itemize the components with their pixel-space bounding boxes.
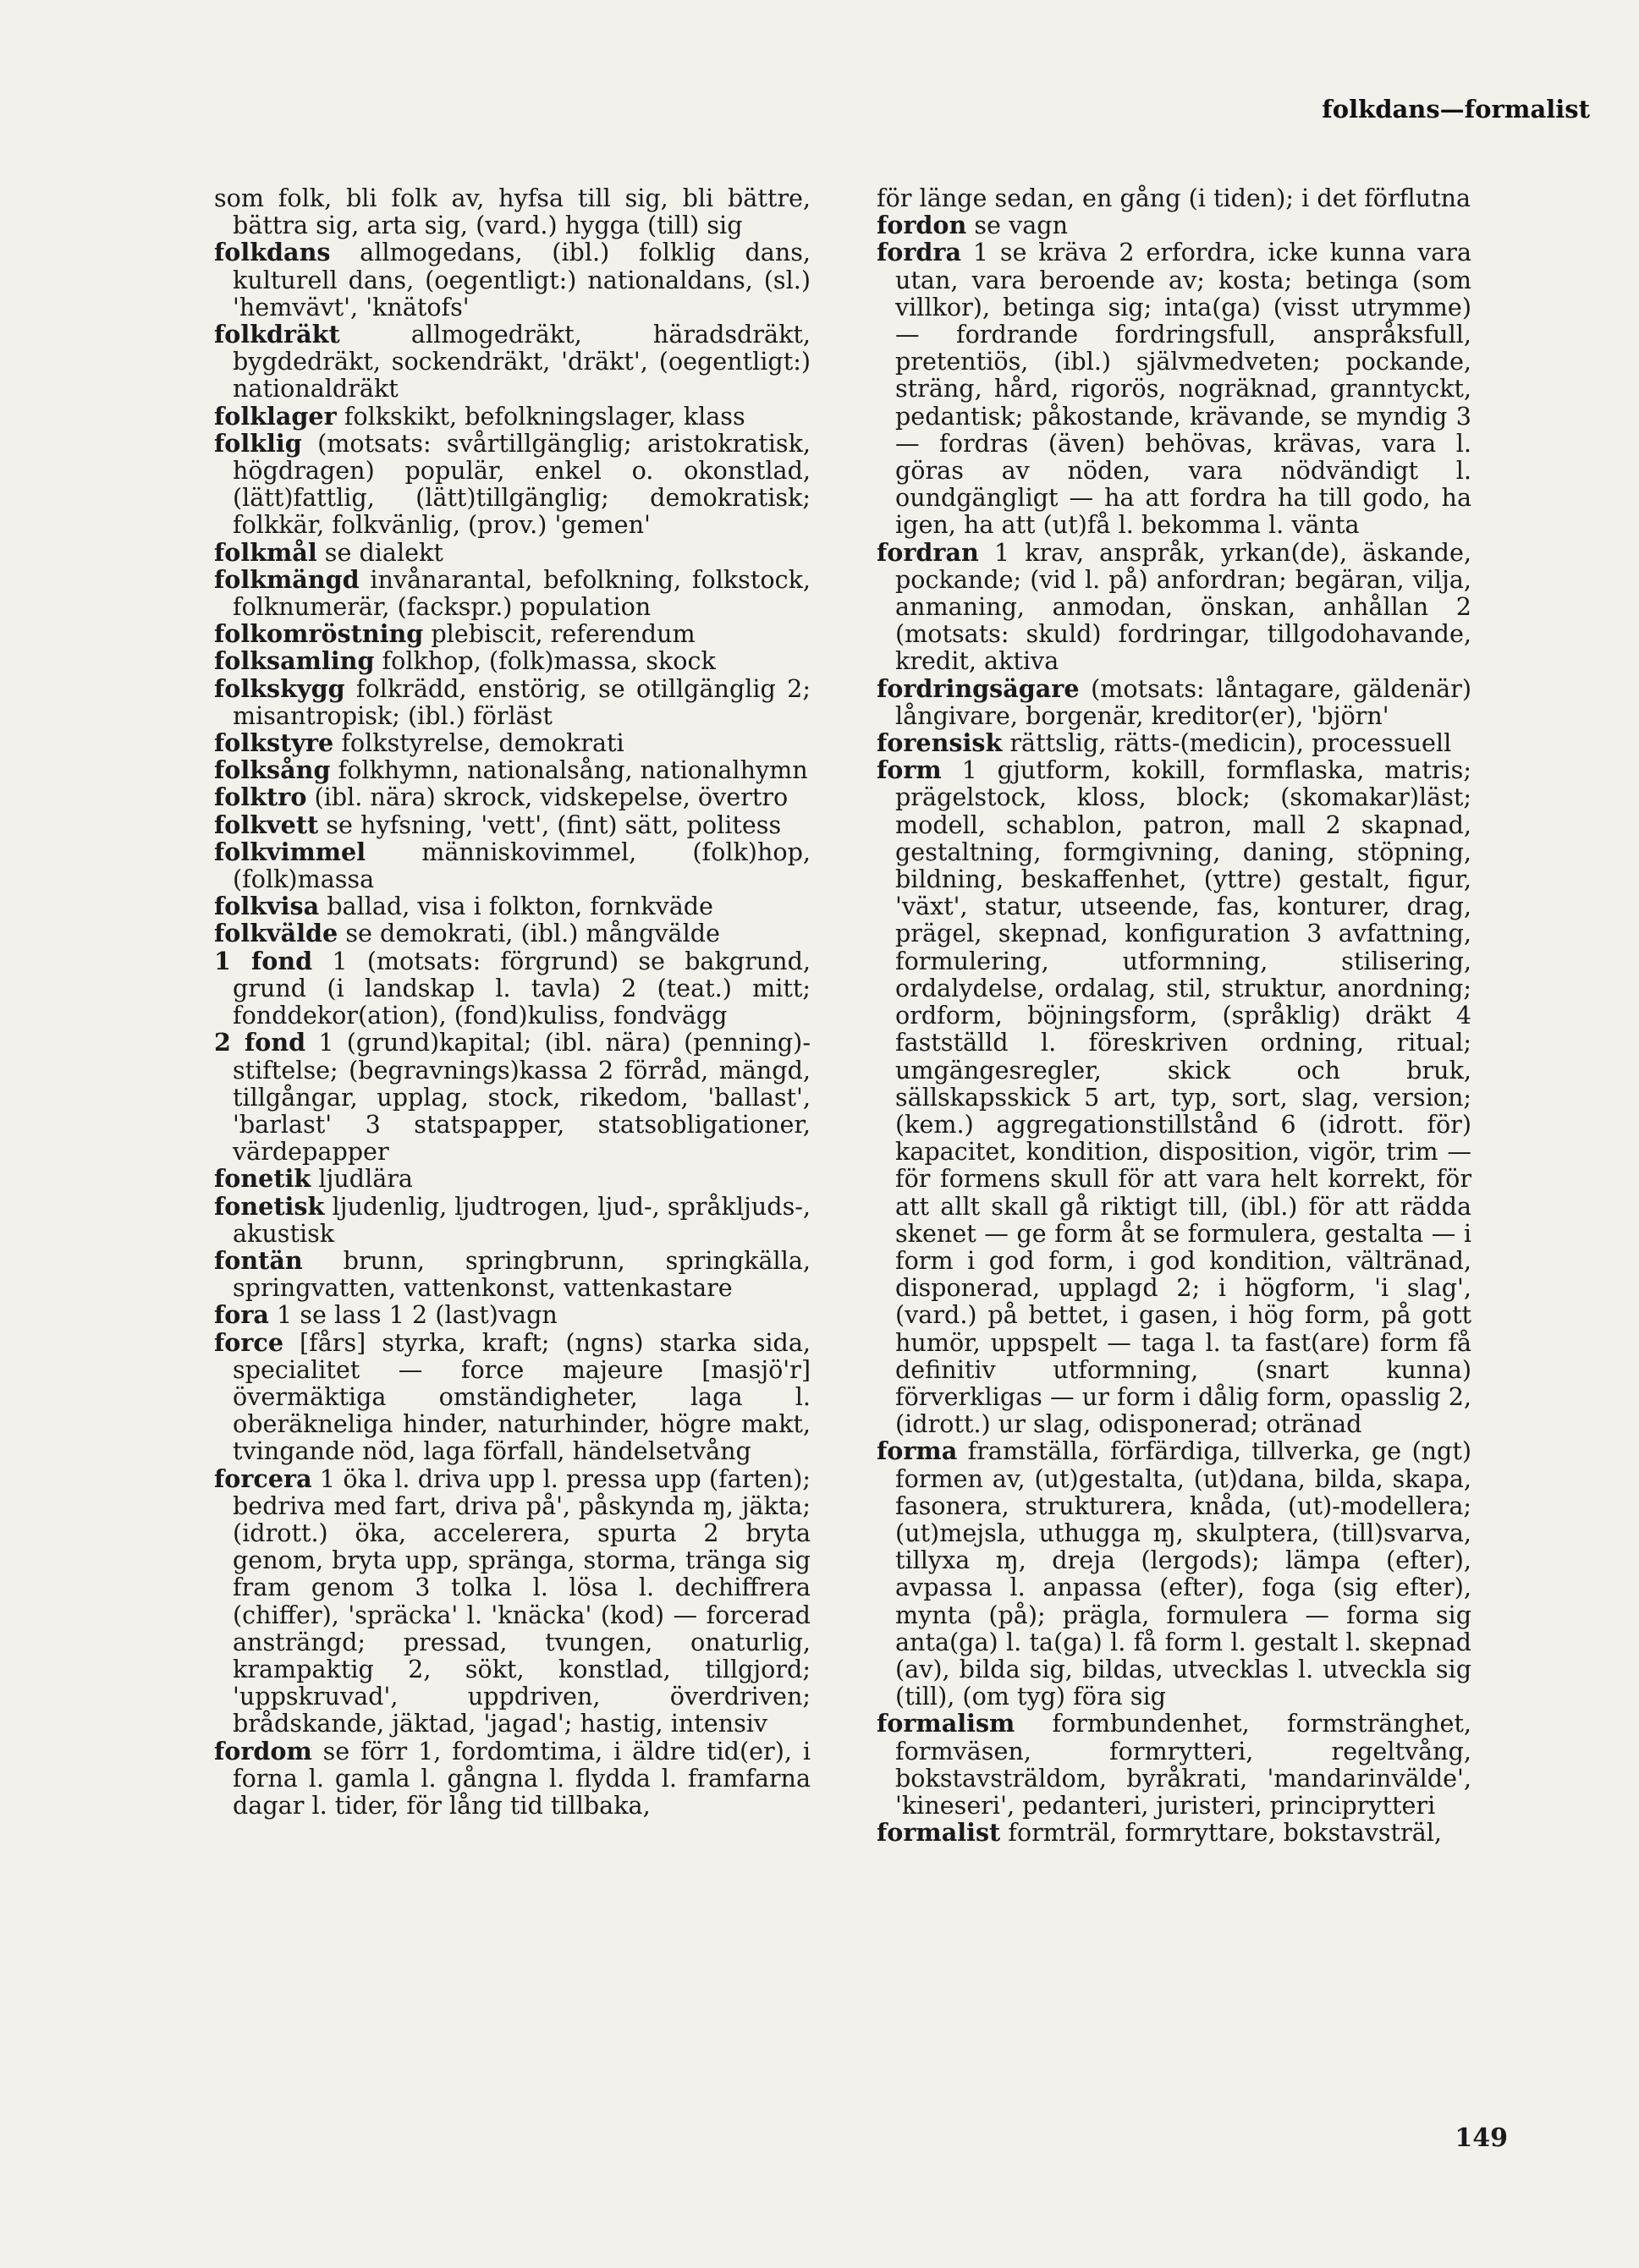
dictionary-entry [214,1165,811,1192]
entry-definition: allmogedräkt, häradsdräkt, bygdedräkt, sockendräkt, 'dräkt', (oegentligt:) nationaldräkt [233,320,811,404]
entry-definition: ballad, visa i folkton, fornkväde [319,892,713,921]
entry-definition: 1 öka l. driva upp l. pressa upp (farten); bedriva med fart, driva på', påskynda ɱ, jäkta; (idrott.) öka, accelerera, spurta 2 bryta genom, bryta upp, spränga, storma, tränga sig fram genom 3 tolka l. lösa l. dechiffrera (chiffer), 'spräcka' l. 'knäcka' (kod) — forcerad ansträngd; pressad, tvungen, onaturlig, krampaktig 2, sökt, konstlad, tillgjord; 'uppskruvad', uppdriven, överdriven; brådskande, jäktad, 'jagad'; hastig, intensiv [233,1463,811,1738]
entry-definition: se dialekt [316,537,443,567]
dictionary-entry [877,1437,1471,1710]
dictionary-entry [214,321,811,403]
dictionary-entry [214,675,811,729]
entry-headword: forma [877,1436,958,1466]
entry-headword: formalist [877,1818,1001,1848]
entry-headword: forcera [214,1463,312,1493]
dictionary-entry [214,729,811,756]
entry-definition: (motsats: låntagare, gäldenär) långivare, borgenär, kreditor(er), 'björn' [895,673,1471,730]
entry-definition: se hyfsning, 'vett', (fint) sätt, politess [318,810,782,839]
entry-headword: folksång [214,755,331,785]
entry-headword: folkstyre [214,728,334,758]
dictionary-entry [214,239,811,321]
entry-headword: folklig [214,428,302,458]
entry-headword: fonetisk [214,1191,325,1221]
entry-headword: folkdräkt [214,320,340,349]
dictionary-entry [214,1029,811,1165]
dictionary-entry [214,838,811,892]
entry-headword: folkvett [214,810,319,839]
entry-headword: folkomröstning [214,619,424,649]
entry-definition: invånarantal, befolkning, folkstock, folknumerär, (fackspr.) population [233,564,811,622]
dictionary-entry [214,647,811,674]
left-column [214,184,811,1819]
entry-definition: ljudenlig, ljudtrogen, ljud-, språkljuds-, akustisk [233,1191,811,1248]
entry-definition: folkstyrelse, demokrati [333,728,624,758]
entry-headword: folkskygg [214,673,345,703]
entry-definition: rättslig, rätts-(medicin), processuell [1002,728,1452,758]
entry-definition: människovimmel, (folk)hop, (folk)massa [233,837,811,894]
dictionary-entry [877,1819,1471,1846]
entry-headword: fordringsägare [877,673,1080,703]
entry-headword: force [214,1327,284,1357]
dictionary-entry [877,184,1471,211]
entry-headword: folktro [214,783,307,812]
entry-definition: [fårs] styrka, kraft; (ngns) starka sida, specialitet — force majeure [masjö'r] övermäktiga omständigheter, laga l. oberäkneliga hinder, naturhinder, högre makt, tvingande nöd, laga förfall, händelsetvång [233,1327,811,1466]
running-head: folkdans—formalist [1322,95,1590,124]
dictionary-entry [214,1329,811,1465]
dictionary-entry [877,239,1471,538]
right-column [877,184,1471,1846]
entry-definition: allmogedans, (ibl.) folklig dans, kulturell dans, (oegentligt:) nationaldans, (sl.) 'hemvävt', 'knätofs' [233,238,811,321]
dictionary-entry [214,1247,811,1301]
dictionary-entry [214,947,811,1030]
dictionary-entry [214,1193,811,1247]
dictionary-entry [214,892,811,920]
entry-definition: 1 se kräva 2 erfordra, icke kunna vara utan, vara beroende av; kosta; betinga (som villkor), betinga sig; inta(ga) (visst utrymme) — fordrande fordringsfull, anspråksfull, pretentiös, (ibl.) självmedveten; pockande, sträng, hård, rigorös, nogräknad, granntyckt, pedantisk; påkostande, krävande, se myndig 3 — fordras (även) behövas, krävas, vara l. göras av nöden, vara nödvändigt l. oundgängligt — ha att fordra ha till godo, ha igen, ha att (ut)få l. bekomma l. vänta [895,238,1471,540]
entry-definition: (ibl. nära) skrock, vidskepelse, övertro [306,783,789,812]
dictionary-entry [214,1738,811,1820]
dictionary-entry [877,211,1471,239]
entry-definition: 1 se lass 1 2 (last)vagn [268,1300,558,1330]
entry-headword: fordran [877,537,979,567]
entry-definition: ljudlära [311,1164,413,1194]
entry-definition: 1 gjutform, kokill, formflaska, matris; prägelstock, kloss, block; (skomakar)läst; modell, schablon, patron, mall 2 skapnad, gestaltning, formgivning, daning, stöpning, bildning, beskaffenhet, (yttre) gestalt, figur, 'växt', statur, utseende, fas, konturer, drag, prägel, skepnad, konfiguration 3 avfattning, formulering, utformning, stilisering, ordalydelse, ordalag, stil, struktur, anordning; ordform, böjningsform, (språklig) dräkt 4 fastställd l. föreskriven ordning, ritual; umgängesregler, skick och bruk, sällskapsskick 5 art, typ, sort, slag, version; (kem.) aggregationstillstånd 6 (idrott. för) kapacitet, kondition, disposition, vigör, trim — för formens skull för att vara helt korrekt, för att allt skall gå riktigt till, (ibl.) för att rädda skenet — ge form åt se formulera, gestalta — i form i god form, i god kondition, vältränad, disponerad, upplagd 2; i högform, 'i slag', (vard.) på bettet, i gasen, i hög form, på gott humör, uppspelt — taga l. ta fast(are) form få definitiv utformning, (snart kunna) förverkligas — ur form i dålig form, opasslig 2, (idrott.) ur slag, odisponerad; otränad [895,755,1471,1439]
entry-definition: folkrädd, enstörig, se otillgänglig 2; misantropisk; (ibl.) förläst [233,673,811,730]
entry-headword: folksamling [214,646,375,676]
entry-headword: formalism [877,1709,1015,1738]
dictionary-entry [214,403,811,430]
entry-headword: folkmängd [214,564,360,594]
dictionary-entry [214,620,811,647]
entry-definition: se förr 1, fordomtima, i äldre tid(er), i forna l. gamla l. gångna l. flydda l. framfarna dagar l. tider, för lång tid tillbaka, [233,1736,811,1820]
page-number: 149 [1455,2123,1508,2153]
dictionary-entry [877,539,1471,675]
dictionary-entry [214,783,811,810]
dictionary-entry [214,1301,811,1328]
dictionary-entry [877,1710,1471,1819]
entry-headword: fontän [214,1245,303,1275]
entry-definition: se vagn [966,211,1068,240]
entry-definition: 1 (motsats: förgrund) se bakgrund, grund (i landskap l. tavla) 2 (teat.) mitt; fonddekor(ation), (fond)kuliss, fondvägg [233,946,811,1030]
entry-headword: folkvimmel [214,837,366,866]
entry-headword: folkdans [214,238,331,267]
entry-definition: plebiscit, referendum [423,619,696,649]
entry-headword: folkvisa [214,892,320,921]
entry-definition: 1 (grund)kapital; (ibl. nära) (penning)-stiftelse; (begravnings)kassa 2 förråd, mängd, tillgångar, upplag, stock, rikedom, 'ballast', 'barlast' 3 statspapper, statsobligationer, värdepapper [233,1028,811,1167]
entry-headword: fordra [877,238,962,267]
entry-headword: 1 fond [214,946,313,975]
entry-definition: folkskikt, befolkningslager, klass [336,401,745,431]
entry-definition: (motsats: svårtillgänglig; aristokratisk, högdragen) populär, enkel o. okonstlad, (lätt)fattlig, (lätt)tillgänglig; demokratisk; folkkär, folkvänlig, (prov.) 'gemen' [233,428,811,540]
entry-definition: för länge sedan, en gång (i tiden); i det förflutna [877,184,1471,212]
entry-headword: form [877,755,942,785]
entry-definition: folkhymn, nationalsång, nationalhymn [330,755,808,785]
entry-headword: fora [214,1300,269,1330]
entry-definition: 1 krav, anspråk, yrkan(de), äskande, pockande; (vid l. på) anfordran; begäran, vilja, anmaning, anmodan, önskan, anhållan 2 (motsats: skuld) fordringar, tillgodohavande, kredit, aktiva [895,537,1471,676]
dictionary-entry [214,566,811,620]
dictionary-entry [214,920,811,947]
entry-headword: folkvälde [214,919,338,948]
entry-definition: som folk, bli folk av, hyfsa till sig, bli bättre, bättra sig, arta sig, (vard.) hygga (till) sig [214,184,811,240]
entry-headword: fordom [214,1736,312,1766]
dictionary-entry [214,811,811,838]
entry-headword: fonetik [214,1164,311,1194]
dictionary-entry [214,1465,811,1738]
dictionary-entry [877,756,1471,1437]
entry-headword: folkmål [214,537,317,567]
dictionary-entry [214,756,811,783]
dictionary-entry [214,539,811,566]
dictionary-entry [877,675,1471,729]
entry-definition: folkhop, (folk)massa, skock [374,646,716,676]
entry-headword: fordon [877,211,967,240]
entry-definition: brunn, springbrunn, springkälla, springvatten, vattenkonst, vattenkastare [233,1245,811,1303]
dictionary-entry [877,729,1471,756]
entry-headword: folklager [214,401,337,431]
entry-definition: se demokrati, (ibl.) mångvälde [338,919,720,948]
entry-definition: formträl, formryttare, bokstavsträl, [1000,1818,1442,1848]
entry-definition: formbundenhet, formstränghet, formväsen, formrytteri, regeltvång, bokstavsträldom, byråkrati, 'mandarinvälde', 'kineseri', pedanteri, juristeri, principrytteri [895,1709,1471,1820]
dictionary-entry [214,184,811,239]
entry-definition: framställa, förfärdiga, tillverka, ge (ngt) formen av, (ut)gestalta, (ut)dana, bilda, skapa, fasonera, strukturera, knåda, (ut)-modellera; (ut)mejsla, uthugga ɱ, skulptera, (till)svarva, tillyxa ɱ, dreja (lergods); lämpa (efter), avpassa l. anpassa (efter), foga (sig efter), mynta (på); präglа, formulera — forma sig anta(ga) l. ta(ga) l. få form l. gestalt l. skepnad (av), bilda sig, bildas, utvecklas l. utveckla sig (till), (om tyg) föra sig [895,1436,1471,1711]
entry-headword: forensisk [877,728,1003,758]
dictionary-entry [214,430,811,539]
entry-headword: 2 fond [214,1028,306,1057]
